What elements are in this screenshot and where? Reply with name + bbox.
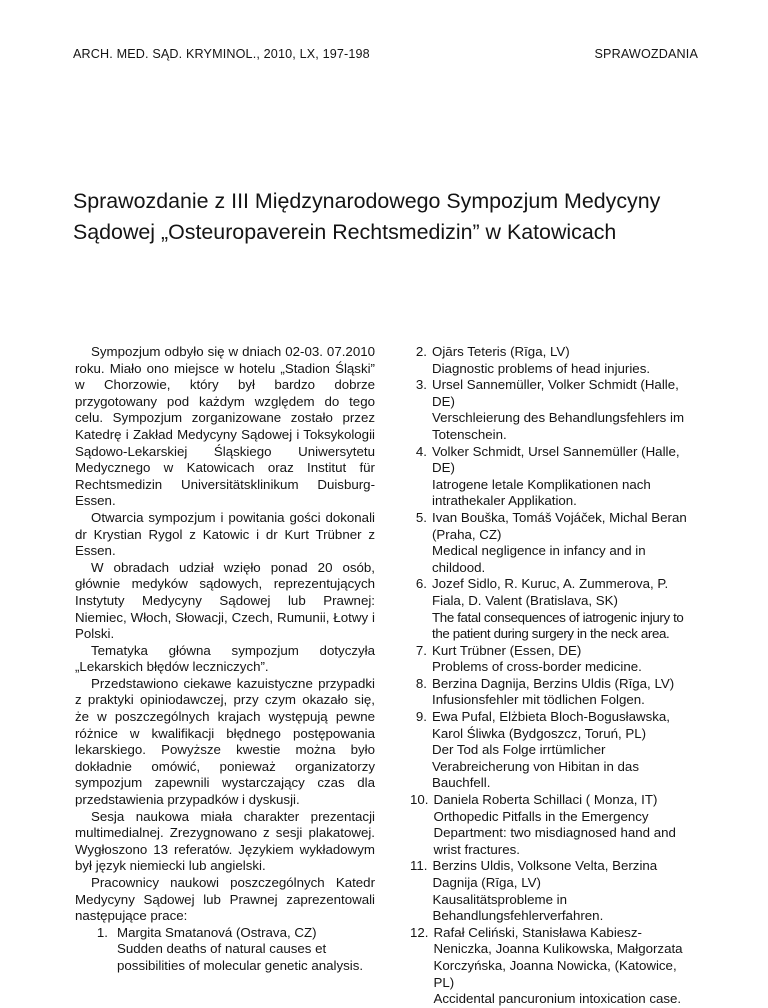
paper-title: Kausalitätsprobleme in Behandlungsfehlerverfahren. [432,891,604,924]
paper-item [410,792,700,858]
paper-authors: Daniela Roberta Schillaci ( Monza, IT) [433,792,658,808]
paper-authors: Jozef Sidlo, R. Kuruc, A. Zummerova, P. Fiala, D. Valent (Bratislava, SK) [432,576,669,608]
paper-number: 1. [96,924,108,940]
paper-item [410,925,700,1008]
paper-item [410,444,700,510]
paper-list [75,925,375,975]
paper-authors: Ursel Sannemüller, Volker Schmidt (Halle, DE) [432,377,679,409]
paper-authors: Berzina Dagnija, Berzins Uldis (Rīga, LV) [432,675,675,691]
body-paragraph: Przedstawiono ciekawe kazuistyczne przypadki z praktyki opiniodawczej, przy czym okazało się, że w poszczególnych krajach występują pewne różnice w kwalifikacji błędnego postępowania lekarskiego. Powyższe kwestie można było dokładnie omówić, ponieważ organizatorzy sympozjum zapewnili wystarczający czas dla przedstawienia przypadków i dyskusji. [75,675,375,808]
paper-title: The fatal consequences of iatrogenic injury to the patient during surgery in the neck area. [432,609,684,642]
paper-item [410,510,700,576]
paper-title: Problems of cross-border medicine. [432,659,642,675]
paper-number: 9. [415,709,427,725]
paper-title: Orthopedic Pitfalls in the Emergency Department: two misdiagnosed hand and wrist fractures. [433,808,676,857]
body-paragraph: Pracownicy naukowi poszczególnych Katedr Medycyny Sądowej lub Prawnej zaprezentowali następujące prace: [75,875,375,924]
title-line-2: Sądowej „Osteuropaverein Rechtsmedizin” w Katowicach [73,220,617,244]
paper-item [410,377,700,443]
running-header [73,47,698,61]
body-paragraph: W obradach udział wzięło ponad 20 osób, głównie medyków sądowych, reprezentujących Instytuty Medycyny Sądowej lub Prawnej: Niemiec, Włoch, Słowacji, Czech, Rumunii, Łotwy i Polski. [75,559,375,642]
paper-number: 7. [415,642,427,658]
paper-item [410,643,700,676]
paper-item [410,709,700,792]
paper-number: 3. [415,377,427,393]
paper-authors: Kurt Trübner (Essen, DE) [432,642,582,658]
paper-authors: Ivan Bouška, Tomáš Vojáček, Michal Beran (Praha, CZ) [432,509,687,542]
paper-authors: Volker Schmidt, Ursel Sannemüller (Halle, DE) [432,443,680,476]
paper-number: 10. [410,792,429,808]
paper-item [410,858,700,924]
paper-authors: Berzins Uldis, Volksone Velta, Berzina Dagnija (Rīga, LV) [432,858,658,890]
paper-authors: Rafał Celiński, Stanisława Kabiesz-Neniczka, Joanna Kulikowska, Małgorzata Korczyńska, Joanna Nowicka, (Katowice, PL) [433,924,683,990]
paper-authors: Ojārs Teteris (Rīga, LV) [432,344,570,359]
paper-number: 4. [415,443,427,459]
body-paragraph: Tematyka główna sympozjum dotyczyła „Lekarskich błędów leczniczych”. [75,642,375,675]
paper-title: Verschleierung des Behandlungsfehlers im Totenschein. [432,410,685,442]
paper-title: Sudden deaths of natural causes et possibilities of molecular genetic analysis. [117,941,364,973]
paper-number: 2. [415,344,427,359]
section-label: SPRAWOZDANIA [594,47,698,61]
paper-item [410,344,700,377]
title-line-1: Sprawozdanie z III Międzynarodowego Sympozjum Medycyny [73,189,661,213]
paper-title: Diagnostic problems of head injuries. [432,360,651,376]
right-column [410,344,700,1008]
paper-number: 8. [415,675,427,691]
paper-authors: Margita Smatanová (Ostrava, CZ) [117,924,317,940]
journal-citation: ARCH. MED. SĄD. KRYMINOL., 2010, LX, 197-198 [73,47,370,61]
body-paragraph: Sympozjum odbyło się w dniach 02-03. 07.2010 roku. Miało ono miejsce w hotelu „Stadion Śląski” w Chorzowie, który był bardzo dobrze przygotowany pod każdym względem do tego celu. Sympozjum zorganizowane zostało przez Katedrę i Zakład Medycyny Sądowej i Toksykologii Sądowo-Lekarskiej Śląskiego Uniwersytetu Medycznego w Katowicach oraz Institut für Rechtsmedizin Universitätsklinikum Duisburg-Essen. [75,344,375,509]
paper-title: Der Tod als Folge irrtümlicher Verabreicherung von Hibitan in das Bauchfell. [432,742,639,791]
article-title [73,186,723,248]
paper-title: Accidental pancuronium intoxication case. [433,991,682,1007]
paper-number: 12. [410,924,429,940]
paper-title: Iatrogene letale Komplikationen nach intrathekaler Applikation. [432,476,651,509]
paper-title: Medical negligence in infancy and in childood. [432,543,646,575]
body-paragraph: Otwarcia sympozjum i powitania gości dokonali dr Krystian Rygol z Katowic i dr Kurt Trübner z Essen. [75,509,375,559]
paper-item [75,925,375,975]
paper-number: 5. [415,509,427,525]
paper-authors: Ewa Pufal, Elżbieta Bloch-Bogusławska, Karol Śliwka (Bydgoszcz, Toruń, PL) [432,709,670,741]
paper-item [410,676,700,709]
left-column [75,344,375,975]
paper-item [410,576,700,642]
paper-number: 6. [415,576,427,592]
paper-title: Infusionsfehler mit tödlichen Folgen. [432,692,645,708]
paper-list-continued [410,344,700,1008]
paper-number: 11. [410,858,428,874]
body-paragraph: Sesja naukowa miała charakter prezentacji multimedialnej. Zrezygnowano z sesji plakatowej. Wygłoszono 13 referatów. Językiem wykładowym był język niemiecki lub angielski. [75,808,375,874]
